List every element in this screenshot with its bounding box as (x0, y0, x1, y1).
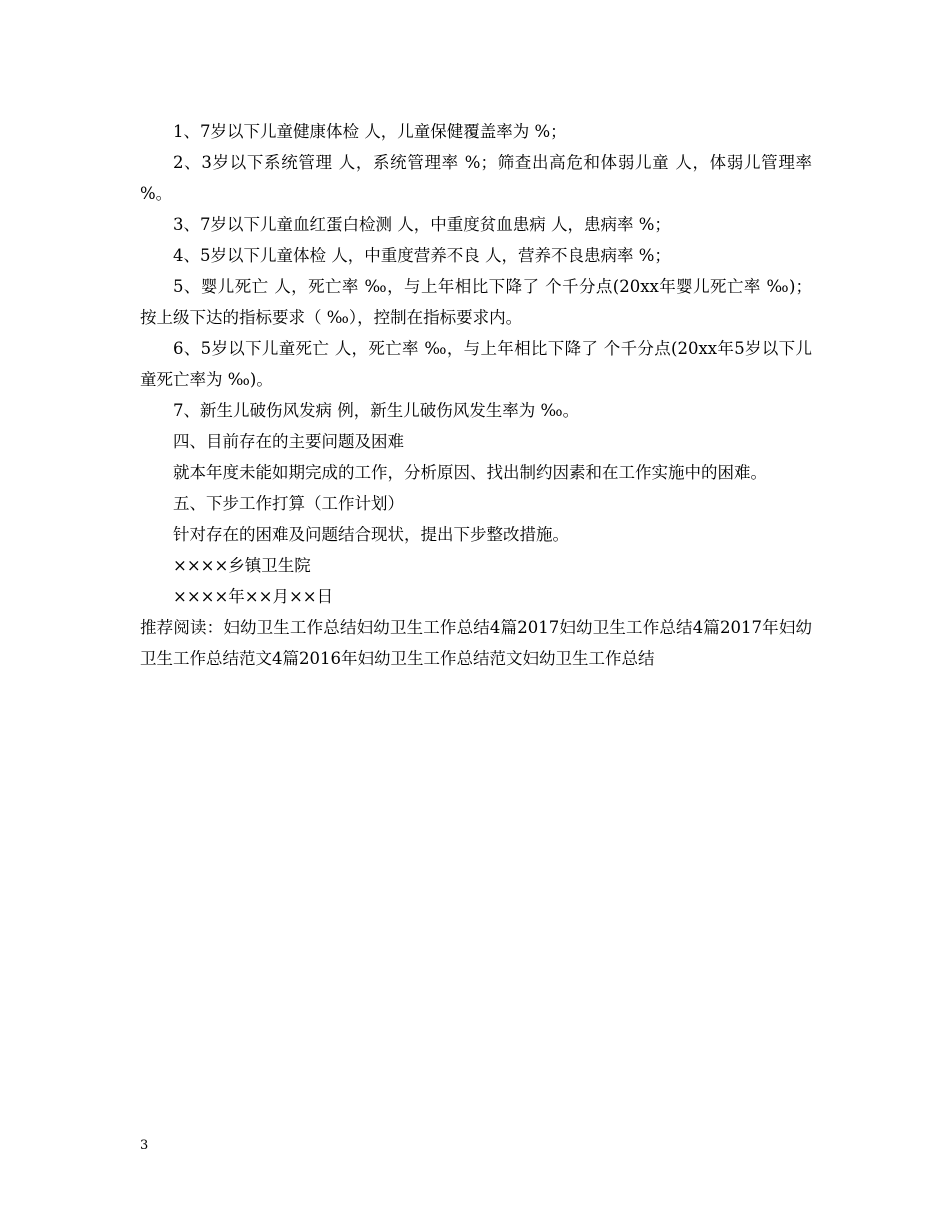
recommended-reading: 推荐阅读：妇幼卫生工作总结妇幼卫生工作总结4篇2017妇幼卫生工作总结4篇2017年妇幼卫生工作总结范文4篇2016年妇幼卫生工作总结范文妇幼卫生工作总结 (140, 618, 812, 668)
item-7-neonatal-tetanus: 7、新生儿破伤风发病 例，新生儿破伤风发生率为 ‰。 (173, 401, 580, 420)
item-5-infant-mortality: 5、婴儿死亡 人，死亡率 ‰，与上年相比下降了 个千分点(20xx年婴儿死亡率 ‰)；按上级下达的指标要求（ ‰），控制在指标要求内。 (140, 277, 812, 327)
item-3-hemoglobin-test: 3、7岁以下儿童血红蛋白检测 人，中重度贫血患病 人，患病率 %； (173, 215, 671, 234)
section-4-heading: 四、目前存在的主要问题及困难 (173, 432, 404, 451)
section-4-body: 就本年度未能如期完成的工作，分析原因、找出制约因素和在工作实施中的困难。 (173, 463, 767, 482)
item-4-under-five-checkup: 4、5岁以下儿童体检 人，中重度营养不良 人，营养不良患病率 %； (173, 246, 671, 265)
page-number: 3 (140, 1138, 149, 1153)
signature-organization: ××××乡镇卫生院 (173, 556, 311, 575)
item-2-system-management: 2、3岁以下系统管理 人，系统管理率 %；筛查出高危和体弱儿童 人，体弱儿管理率 %。 (140, 153, 812, 203)
section-5-body: 针对存在的困难及问题结合现状，提出下步整改措施。 (173, 525, 569, 544)
item-1-child-health-checkup: 1、7岁以下儿童健康体检 人，儿童保健覆盖率为 %； (173, 122, 567, 141)
signature-date: ××××年××月××日 (173, 587, 334, 606)
section-5-heading: 五、下步工作打算（工作计划） (173, 494, 404, 513)
item-6-under-five-mortality: 6、5岁以下儿童死亡 人，死亡率 ‰，与上年相比下降了 个千分点(20xx年5岁以下儿童死亡率为 ‰)。 (140, 339, 812, 389)
document-body (140, 116, 812, 674)
